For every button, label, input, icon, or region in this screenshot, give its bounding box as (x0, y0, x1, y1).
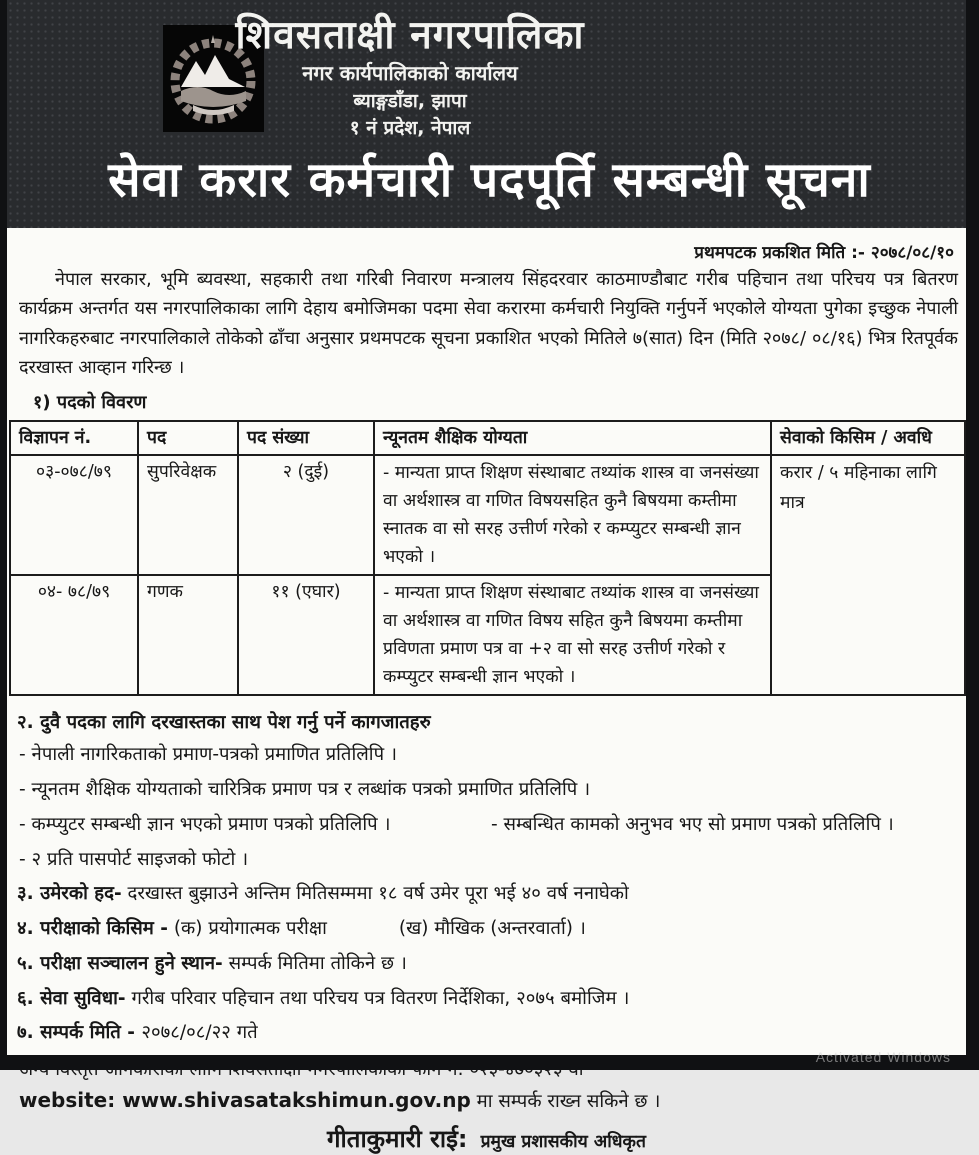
letterhead (0, 0, 979, 228)
cell-ad-no: ०४- ७८/७९ (10, 575, 138, 695)
clause-age-limit: ३. उमेरको हद- दरखास्त बुझाउने अन्तिम मितिसम्ममा १८ वर्ष उमेर पूरा भई ४० वर्ष ननाघेको (17, 883, 629, 905)
document-item: - २ प्रति पासपोर्ट साइजको फोटो । (19, 848, 249, 870)
website-line (19, 1088, 966, 1113)
intro-paragraph: नेपाल सरकार, भूमि ब्यवस्था, सहकारी तथा गरिबी निवारण मन्त्रालय सिंहदरवार काठमाण्डौबाट गरीब पहिचान तथा परिचय पत्र बितरण कार्यक्रम अन्तर्गत यस नगरपालिकाका लागि देहाय बमोजिमका पदमा सेवा करारमा कर्मचारी नियुक्ति गर्नुपर्ने भएकोले योग्यता पुगेका इच्छुक नेपाली नागरिकहरुबाट नगरपालिकाले तोकेको ढाँचा अनुसार प्रथमपटक सूचना प्रकाशित भएको मितिले ७(सात) दिन (मिति २०७८/ ०८/१६) भित्र रितपूर्वक दरखास्त आव्हान गरिन्छ । (19, 269, 958, 378)
cell-qualification: - मान्यता प्राप्त शिक्षण संस्थाबाट तथ्यांक शास्त्र वा जनसंख्या वा अर्थशास्त्र वा गणित विषयसहित कुनै बिषयमा कम्तीमा स्नातक वा सो सरह उत्तीर्ण गरेको र कम्प्युटर सम्बन्धी ज्ञान भएको । (374, 455, 771, 575)
clause-contact-date: ७. सम्पर्क मिति - २०७८/०८/२२ गते (17, 1022, 258, 1044)
published-date: प्रथमपटक प्रकशित मिति :- २०७८/०८/१० (694, 243, 954, 263)
document-item-pair (19, 811, 966, 839)
office-name: नगर कार्यपालिकाको कार्यालय (302, 60, 518, 85)
document-item: - न्यूनतम शैक्षिक योग्यताको चारित्रिक प्रमाण पत्र र लब्धांक पत्रको प्रमाणित प्रतिलिपि । (19, 779, 591, 801)
signature-block (7, 1122, 966, 1155)
cell-post: गणक (138, 575, 238, 695)
activated-windows-watermark: Activated Windows (815, 1049, 951, 1065)
clause-exam-venue: ५. परीक्षा सञ्चालन हुने स्थान- सम्पर्क मितिमा तोकिने छ । (17, 952, 407, 974)
section1-title: १) पदको विवरण (33, 392, 147, 414)
col-header-post: पद (138, 421, 238, 455)
positions-table (9, 420, 966, 696)
document-item: - सम्बन्धित कामको अनुभव भए सो प्रमाण पत्रको प्रतिलिपि । (491, 813, 894, 835)
municipality-name: शिवसताक्षी नगरपालिका (235, 13, 585, 58)
table-row (10, 455, 965, 575)
signatory-designation: प्रमुख प्रशासकीय अधिकृत (480, 1132, 646, 1153)
cell-service-type: करार / ५ महिनाका लागि मात्र (771, 455, 965, 695)
letterhead-text (0, 14, 820, 143)
cell-count: २ (दुई) (238, 455, 374, 575)
section2-title: २. दुवै पदका लागि दरखास्तका साथ पेश गर्नु पर्ने कागजातहरु (17, 712, 431, 734)
col-header-service: सेवाको किसिम / अवधि (771, 421, 965, 455)
col-header-count: पद संख्या (238, 421, 374, 455)
document-item: - कम्प्युटर सम्बन्धी ज्ञान भएको प्रमाण पत्रको प्रतिलिपि । (19, 813, 391, 835)
notice-body (7, 228, 966, 1155)
notice-title: सेवा करार कर्मचारी पदपूर्ति सम्बन्धी सूचना (108, 152, 871, 208)
cell-ad-no: ०३-०७८/७९ (10, 455, 138, 575)
clause-service-facility: ६. सेवा सुविधा- गरीब परिवार पहिचान तथा परिचय पत्र वितरण निर्देशिका, २०७५ बमोजिम । (17, 987, 630, 1009)
col-header-ad-no: विज्ञापन नं. (10, 421, 138, 455)
cell-qualification: - मान्यता प्राप्त शिक्षण संस्थाबाट तथ्यांक शास्त्र वा जनसंख्या वा अर्थशास्त्र वा गणित विषय सहित कुनै बिषयमा कम्तीमा प्रविणता प्रमाण पत्र वा +२ वा सो सरह उत्तीर्ण गरेको र कम्प्युटर सम्बन्धी ज्ञान भएको । (374, 575, 771, 695)
document-item: - नेपाली नागरिकताको प्रमाण-पत्रको प्रमाणित प्रतिलिपि । (19, 744, 397, 766)
page-border-left (0, 0, 7, 1070)
office-province: १ नं प्रदेश, नेपाल (349, 117, 471, 140)
col-header-qualification: न्यूनतम शैक्षिक योग्यता (374, 421, 771, 455)
table-header-row (10, 421, 965, 455)
clause-exam-type: ४. परीक्षाको किसिम - (क) प्रयोगात्मक परीक्षा (ख) मौखिक (अन्तरवार्ता) । (17, 918, 586, 940)
cell-count: ११ (एघार) (238, 575, 374, 695)
signatory-name: गीताकुमारी राई: (327, 1125, 468, 1154)
cell-post: सुपरिवेक्षक (138, 455, 238, 575)
website-line-rest: मा सम्पर्क राख्न सकिने छ । (470, 1091, 661, 1113)
website-url: website: www.shivasatakshimun.gov.np (19, 1088, 471, 1113)
page-border-right (966, 0, 979, 1070)
office-address: ब्याङ्गडाँडा, झापा (353, 89, 467, 112)
